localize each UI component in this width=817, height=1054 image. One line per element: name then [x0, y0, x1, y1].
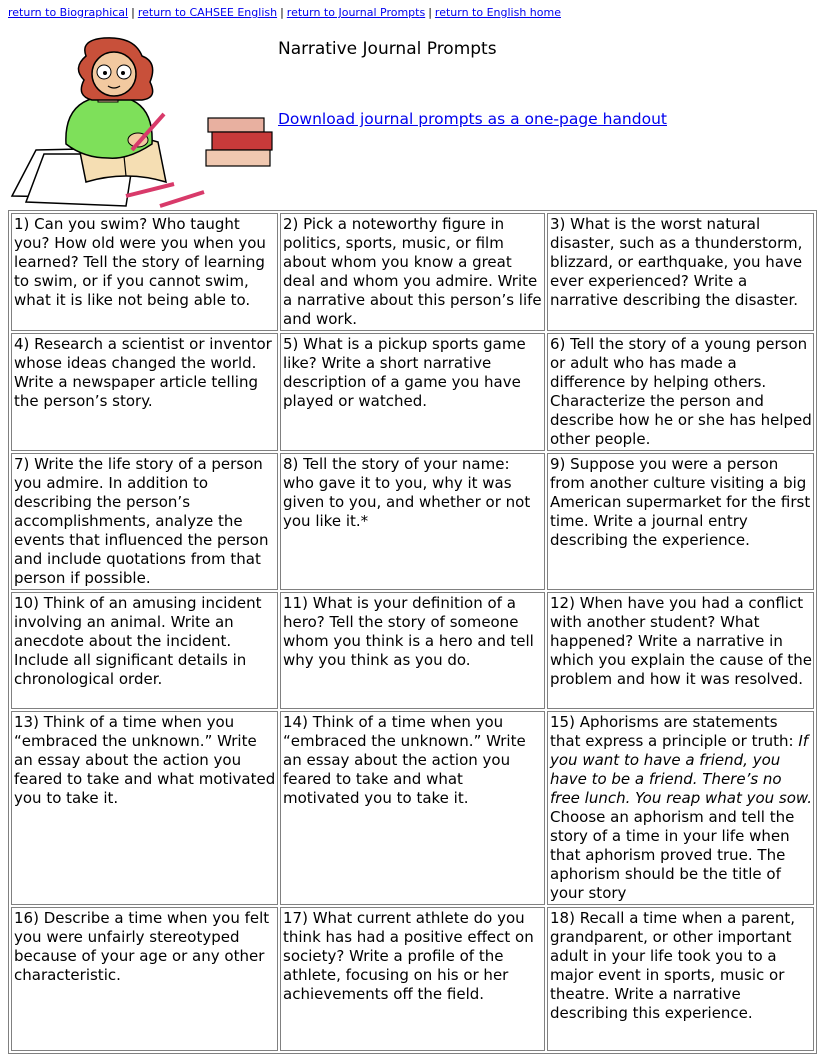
writer-clipart-icon — [8, 34, 276, 210]
prompt-cell: 16) Describe a time when you felt you were unfairly stereotyped because of your age or any other characteristic. — [11, 907, 278, 1051]
table-row — [11, 711, 814, 905]
prompt-cell: 17) What current athlete do you think has had a positive effect on society? Write a profile of the athlete, focusing on his or her achievements off the field. — [280, 907, 545, 1051]
table-row — [11, 333, 814, 451]
prompt-cell: 10) Think of an amusing incident involving an animal. Write an anecdote about the incident. Include all significant details in chronological order. — [11, 592, 278, 709]
aphorism-examples: If you want to have a friend, you have to be a friend. There’s no free lunch. You reap what you sow. — [550, 732, 813, 807]
prompt-cell: 1) Can you swim? Who taught you? How old were you when you learned? Tell the story of learning to swim, or if you cannot swim, what it is like not being able to. — [11, 213, 278, 331]
prompt-cell: 3) What is the worst natural disaster, such as a thunderstorm, blizzard, or earthquake, you have ever experienced? Write a narrative describing the disaster. — [547, 213, 814, 331]
prompt-cell: 6) Tell the story of a young person or adult who has made a difference by helping others. Characterize the person and describe how he or she has helped other people. — [547, 333, 814, 451]
prompt-cell: 5) What is a pickup sports game like? Write a short narrative description of a game you have played or watched. — [280, 333, 545, 451]
prompt-cell: 9) Suppose you were a person from another culture visiting a big American supermarket for the first time. Write a journal entry describing the experience. — [547, 453, 814, 590]
table-row — [11, 907, 814, 1051]
nav-separator: | — [131, 6, 135, 19]
prompt-cell: 11) What is your definition of a hero? Tell the story of someone whom you think is a hero and tell why you think as you do. — [280, 592, 545, 709]
prompt-cell: 8) Tell the story of your name: who gave it to you, why it was given to you, and whether or not you like it.* — [280, 453, 545, 590]
prompts-table — [8, 210, 817, 1054]
prompt-cell: 4) Research a scientist or inventor whose ideas changed the world. Write a newspaper article telling the person’s story. — [11, 333, 278, 451]
top-navigation — [8, 6, 561, 19]
aphorism-lead: 15) Aphorisms are statements that express a principle or truth: — [550, 713, 794, 750]
prompt-cell: 2) Pick a noteworthy figure in politics, sports, music, or film about whom you know a great deal and whom you admire. Write a narrative about this person’s life and work. — [280, 213, 545, 331]
nav-separator: | — [428, 6, 432, 19]
table-row — [11, 453, 814, 590]
prompt-cell-aphorism — [547, 711, 814, 905]
prompt-cell: 18) Recall a time when a parent, grandparent, or other important adult in your life took you to a major event in sports, music or theatre. Write a narrative describing this experience. — [547, 907, 814, 1051]
prompt-cell: 14) Think of a time when you “embraced the unknown.” Write an essay about the action you feared to take and what motivated you to take it. — [280, 711, 545, 905]
link-return-journal-prompts[interactable]: return to Journal Prompts — [286, 6, 426, 19]
page-title: Narrative Journal Prompts — [278, 39, 497, 59]
aphorism-instructions: Choose an aphorism and tell the story of a time in your life when that aphorism proved true. The aphorism should be the title of your story — [550, 808, 795, 902]
handout-download-link[interactable]: Download journal prompts as a one-page handout — [278, 110, 667, 128]
nav-separator: | — [280, 6, 284, 19]
prompt-cell: 13) Think of a time when you “embraced the unknown.” Write an essay about the action you feared to take and what motivated you to take it. — [11, 711, 278, 905]
prompt-cell: 12) When have you had a conflict with another student? What happened? Write a narrative in which you explain the cause of the problem and how it was resolved. — [547, 592, 814, 709]
table-row — [11, 592, 814, 709]
prompt-cell: 7) Write the life story of a person you admire. In addition to describing the person’s accomplishments, analyze the events that influenced the person and include quotations from that person if possible. — [11, 453, 278, 590]
table-row — [11, 213, 814, 331]
link-return-english-home[interactable]: return to English home — [434, 6, 561, 19]
link-return-cahsee-english[interactable]: return to CAHSEE English — [137, 6, 278, 19]
link-return-biographical[interactable]: return to Biographical — [8, 6, 129, 19]
